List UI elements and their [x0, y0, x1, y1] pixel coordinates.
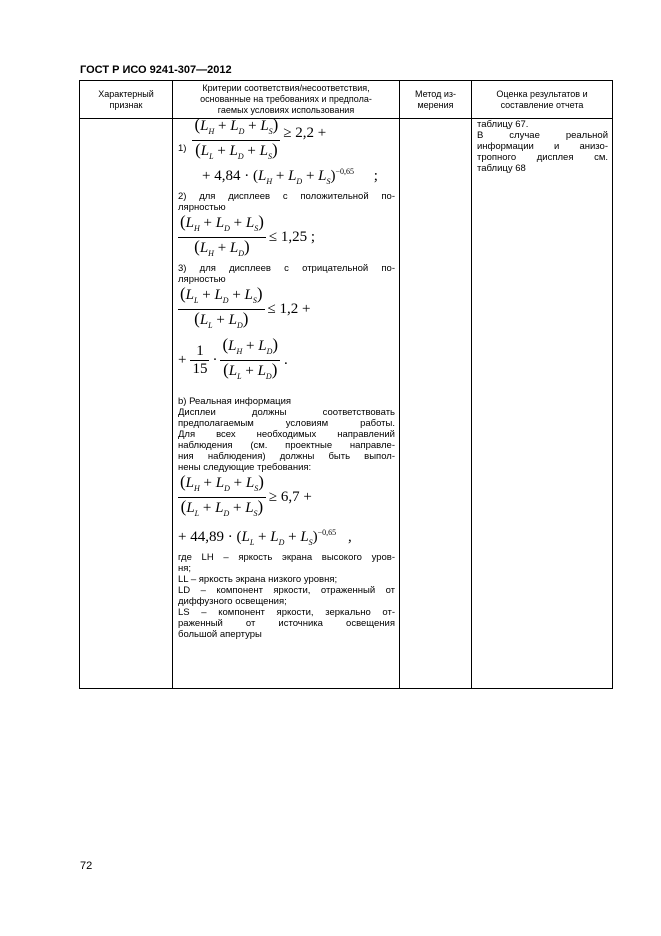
- formula-item1: 1) $\frac{(L_H + L_D + L_S)}{(L_L + L_D + L_S)}$ ≥ 2,2 +: [178, 115, 327, 161]
- column-header-feature: Характерный признак: [80, 81, 173, 119]
- feature-cell: [80, 119, 173, 689]
- item2-text: 2) для дисплеев с положительной по- лярностью: [178, 191, 395, 213]
- criteria-table: [79, 80, 613, 689]
- legend: где LH – яркость экрана высокого уров- ня; LL – яркость экрана низкого уровня; LD – компонент яркости, отраженный от диффузного освещения; LS – компонент яркости, зеркально от- раженный от источника освещения большой апертуры: [178, 552, 395, 640]
- formula-item2: $\frac{(L_H + L_D + L_S)}{(L_H + L_D)}$ ≤ 1,25 ;: [180, 212, 316, 258]
- report-cell: таблицу 67. В случае реальной информации и анизо- тропного дисплея см. таблицу 68: [472, 119, 613, 689]
- section-b: b) Реальная информация Дисплеи должны соответствовать предполагаемым условиям работы. Для всех необходимых направлений наблюдения (см. проектные направле- ния наблюдения) должны быть выпол- нены следующие требования:: [178, 396, 395, 473]
- formula-b: $\frac{(L_H + L_D + L_S)}{(L_L + L_D + L_S)}$ ≥ 6,7 +: [180, 472, 312, 518]
- column-header-report: Оценка результатов и составление отчета: [472, 81, 613, 119]
- table-header-row: [80, 81, 613, 119]
- page-number: 72: [80, 860, 93, 872]
- table-row: [80, 119, 613, 689]
- column-header-method: Метод из- мерения: [400, 81, 472, 119]
- formula-item3: $\frac{(L_L + L_D + L_S)}{(L_L + L_D)}$ ≤ 1,2 +: [180, 284, 311, 330]
- document-header: ГОСТ Р ИСО 9241-307—2012: [80, 64, 232, 76]
- column-header-criteria: Критерии соответствия/несоответствия, основанные на требованиях и предпола- гаемых условиях использования: [173, 81, 400, 119]
- criteria-cell: [173, 115, 400, 689]
- formula-item3-continued: + $\frac{1}{15}$ · $\frac{(L_H + L_D)}{(L_L + L_D)}$ .: [178, 335, 288, 381]
- item3-text: 3) для дисплеев с отрицательной по- лярностью: [178, 263, 395, 285]
- method-cell: [400, 119, 472, 689]
- formula-b-continued: + $44,89 \cdot (L_L + L_D + L_S)^{-0,65}$ ,: [178, 528, 352, 547]
- formula-item1-continued: + $4,84 \cdot (L_H + L_D + L_S)^{-0,65}$ ;: [202, 167, 378, 186]
